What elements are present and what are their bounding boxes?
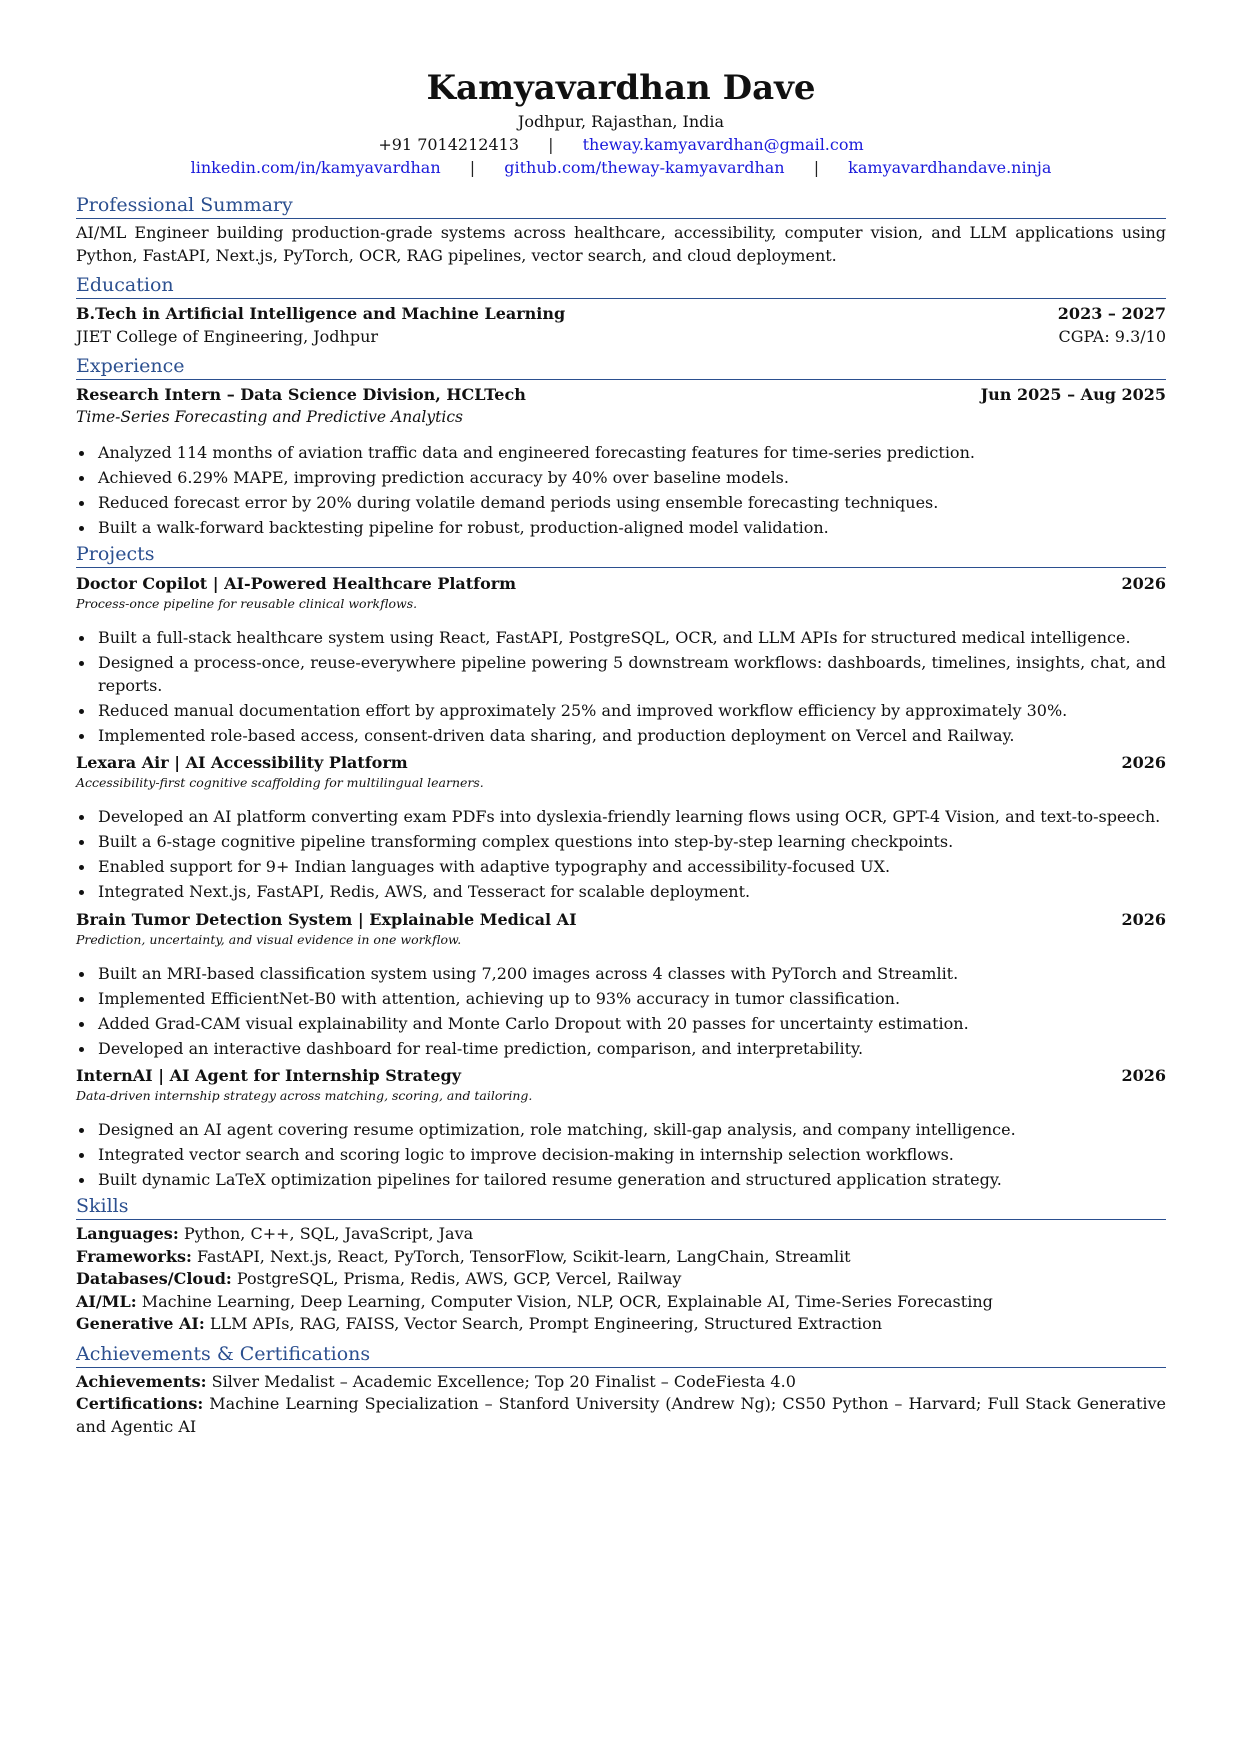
degree-name: B.Tech in Artificial Intelligence and Machine Learning — [76, 304, 566, 323]
bullet-dot-icon — [79, 734, 84, 739]
experience-section — [76, 354, 1166, 540]
bullet-dot-icon — [79, 890, 84, 895]
certifications-value: Machine Learning Specialization – Stanford University (Andrew Ng); CS50 Python – Harvard; Full Stack Generative and Agentic AI — [76, 1394, 1167, 1436]
section-title-summary: Professional Summary — [76, 193, 1166, 219]
project-item — [76, 908, 1166, 1061]
bullet-text: Built an MRI-based classification system using 7,200 images across 4 classes with PyTorch and Streamlit. — [98, 963, 959, 983]
skills-key: Frameworks: — [76, 1246, 192, 1266]
project-year: 2026 — [1121, 1066, 1166, 1085]
bullet-text: Implemented EfficientNet-B0 with attention, achieving up to 93% accuracy in tumor classification. — [98, 988, 901, 1008]
education-dates: 2023 – 2027 — [1057, 304, 1166, 323]
github-link[interactable]: github.com/theway-kamyavardhan — [504, 158, 785, 177]
linkedin-link[interactable]: linkedin.com/in/kamyavardhan — [190, 158, 441, 177]
project-item — [76, 1064, 1166, 1192]
education-degree-row — [76, 302, 1166, 325]
role-dates: Jun 2025 – Aug 2025 — [980, 385, 1166, 404]
links-line — [76, 156, 1166, 179]
bullet-item — [76, 881, 1166, 904]
project-year: 2026 — [1121, 909, 1166, 929]
bullet-dot-icon — [79, 1178, 84, 1183]
bullet-dot-icon — [79, 972, 84, 977]
cgpa: CGPA: 9.3/10 — [1058, 327, 1166, 346]
bullet-item — [76, 806, 1166, 829]
bullet-item — [76, 1038, 1166, 1061]
bullet-dot-icon — [79, 1153, 84, 1158]
achievements-section — [76, 1342, 1166, 1439]
bullet-item — [76, 1144, 1166, 1167]
separator: | — [469, 158, 476, 177]
bullet-item — [76, 492, 1166, 515]
bullet-dot-icon — [79, 636, 84, 641]
bullet-dot-icon — [79, 526, 84, 531]
bullet-item — [76, 700, 1166, 723]
experience-role-row — [76, 383, 1166, 406]
bullet-item — [76, 467, 1166, 490]
certifications-key: Certifications: — [76, 1394, 204, 1413]
skills-value: Python, C++, SQL, JavaScript, Java — [183, 1224, 474, 1243]
role-subtitle: Time-Series Forecasting and Predictive Analytics — [76, 408, 463, 426]
bullet-item — [76, 627, 1166, 650]
skills-section — [76, 1194, 1166, 1336]
location: Jodhpur, Rajasthan, India — [517, 112, 725, 131]
bullet-item — [76, 652, 1166, 697]
skills-row — [76, 1246, 1166, 1269]
achievements-key: Achievements: — [76, 1371, 207, 1391]
bullet-item — [76, 988, 1166, 1011]
project-header-row — [76, 908, 1166, 931]
education-school-row — [76, 325, 1166, 348]
bullet-text: Designed an AI agent covering resume optimization, role matching, skill-gap analysis, and company intelligence. — [98, 1120, 1016, 1139]
section-title-skills: Skills — [76, 1194, 1166, 1220]
skills-value: FastAPI, Next.js, React, PyTorch, TensorFlow, Scikit-learn, LangChain, Streamlit — [196, 1246, 851, 1266]
project-item — [76, 751, 1166, 904]
bullet-item — [76, 1119, 1166, 1142]
skills-key: AI/ML: — [76, 1291, 137, 1311]
skills-key: Languages: — [76, 1224, 179, 1243]
email-link[interactable]: theway.kamyavardhan@gmail.com — [582, 135, 864, 154]
project-bullets — [76, 627, 1166, 747]
skills-row — [76, 1313, 1166, 1336]
bullet-text: Developed an AI platform converting exam PDFs into dyslexia-friendly learning flows using OCR, GPT-4 Vision, and text-to-speech. — [98, 807, 1161, 826]
bullet-item — [76, 831, 1166, 854]
separator: | — [813, 158, 820, 177]
bullet-dot-icon — [79, 661, 84, 666]
bullet-dot-icon — [79, 1047, 84, 1052]
bullet-item — [76, 517, 1166, 540]
project-bullets — [76, 1119, 1166, 1192]
role-title: Research Intern – Data Science Division, HCLTech — [76, 385, 526, 404]
bullet-dot-icon — [79, 501, 84, 506]
bullet-text: Designed a process-once, reuse-everywhere pipeline powering 5 downstream workflows: dashboards, timelines, insights, chat, and reports. — [98, 653, 1166, 695]
project-name: Lexara Air | AI Accessibility Platform — [76, 753, 408, 772]
bullet-item — [76, 725, 1166, 748]
achievements-row — [76, 1371, 1166, 1394]
bullet-text: Integrated Next.js, FastAPI, Redis, AWS, and Tesseract for scalable deployment. — [98, 882, 751, 901]
skills-key: Generative AI: — [76, 1314, 205, 1333]
skills-row — [76, 1223, 1166, 1246]
bullet-item — [76, 1169, 1166, 1192]
achievements-value: Silver Medalist – Academic Excellence; Top 20 Finalist – CodeFiesta 4.0 — [211, 1371, 796, 1391]
section-title-experience: Experience — [76, 354, 1166, 380]
bullet-item — [76, 442, 1166, 465]
project-year: 2026 — [1121, 753, 1166, 772]
bullet-text: Built a 6-stage cognitive pipeline transforming complex questions into step-by-step learning checkpoints. — [98, 832, 954, 851]
website-link[interactable]: kamyavardhandave.ninja — [848, 158, 1052, 177]
separator: | — [548, 135, 554, 154]
project-header-row — [76, 572, 1166, 595]
certifications-row — [76, 1393, 1166, 1438]
bullet-text: Analyzed 114 months of aviation traffic data and engineered forecasting features for time-series prediction. — [98, 443, 975, 462]
skills-row — [76, 1268, 1166, 1291]
bullet-dot-icon — [79, 451, 84, 456]
phone-number: +91 7014212413 — [378, 135, 519, 154]
project-item — [76, 572, 1166, 747]
bullet-text: Implemented role-based access, consent-driven data sharing, and production deployment on Vercel and Railway. — [98, 725, 1015, 745]
bullet-dot-icon — [79, 1022, 84, 1027]
bullet-text: Integrated vector search and scoring logic to improve decision-making in internship selection workflows. — [98, 1145, 954, 1164]
bullet-text: Built dynamic LaTeX optimization pipelines for tailored resume generation and structured application strategy. — [98, 1170, 1002, 1189]
education-section — [76, 273, 1166, 348]
resume-page — [76, 66, 1166, 1438]
bullet-item — [76, 963, 1166, 986]
candidate-name: Kamyavardhan Dave — [426, 68, 816, 108]
project-header-row — [76, 1064, 1166, 1087]
bullet-dot-icon — [79, 865, 84, 870]
bullet-text: Built a walk-forward backtesting pipeline for robust, production-aligned model validation. — [98, 518, 829, 537]
project-name: Doctor Copilot | AI-Powered Healthcare Platform — [76, 574, 517, 593]
bullet-text: Reduced manual documentation effort by approximately 25% and improved workflow efficiency by approximately 30%. — [98, 700, 1068, 720]
experience-bullets — [76, 442, 1166, 540]
project-bullets — [76, 806, 1166, 904]
bullet-text: Enabled support for 9+ Indian languages with adaptive typography and accessibility-focused UX. — [98, 857, 891, 876]
bullet-dot-icon — [79, 840, 84, 845]
project-tagline: Prediction, uncertainty, and visual evidence in one workflow. — [76, 931, 462, 947]
resume-header — [76, 66, 1166, 179]
project-header-row — [76, 751, 1166, 774]
summary-text: AI/ML Engineer building production-grade systems across healthcare, accessibility, computer vision, and LLM applications using Python, FastAPI, Next.js, PyTorch, OCR, RAG pipelines, vector search, and cloud deployment. — [76, 223, 1166, 265]
skills-key: Databases/Cloud: — [76, 1269, 232, 1288]
section-title-achievements: Achievements & Certifications — [76, 1342, 1166, 1368]
project-tagline: Process-once pipeline for reusable clinical workflows. — [76, 596, 418, 611]
summary-section — [76, 193, 1166, 267]
bullet-item — [76, 856, 1166, 879]
skills-row — [76, 1291, 1166, 1314]
bullet-dot-icon — [79, 1128, 84, 1133]
project-name: InternAI | AI Agent for Internship Strategy — [76, 1066, 462, 1085]
bullet-dot-icon — [79, 709, 84, 714]
bullet-dot-icon — [79, 476, 84, 481]
project-bullets — [76, 963, 1166, 1061]
skills-value: PostgreSQL, Prisma, Redis, AWS, GCP, Vercel, Railway — [236, 1269, 682, 1288]
section-title-projects: Projects — [76, 542, 1166, 568]
project-name: Brain Tumor Detection System | Explainable Medical AI — [76, 909, 577, 929]
bullet-text: Achieved 6.29% MAPE, improving prediction accuracy by 40% over baseline models. — [98, 468, 789, 487]
project-year: 2026 — [1121, 574, 1166, 593]
project-tagline: Accessibility-first cognitive scaffolding for multilingual learners. — [76, 775, 484, 790]
bullet-dot-icon — [79, 815, 84, 820]
bullet-text: Reduced forecast error by 20% during volatile demand periods using ensemble forecasting techniques. — [98, 493, 939, 512]
school-name: JIET College of Engineering, Jodhpur — [76, 327, 379, 346]
projects-section — [76, 542, 1166, 1192]
section-title-education: Education — [76, 273, 1166, 299]
bullet-dot-icon — [79, 997, 84, 1002]
bullet-item — [76, 1013, 1166, 1036]
skills-value: LLM APIs, RAG, FAISS, Vector Search, Prompt Engineering, Structured Extraction — [209, 1314, 883, 1333]
project-tagline: Data-driven internship strategy across matching, scoring, and tailoring. — [76, 1088, 533, 1103]
bullet-text: Developed an interactive dashboard for real-time prediction, comparison, and interpretability. — [98, 1038, 864, 1058]
contact-line — [76, 133, 1166, 156]
bullet-text: Added Grad-CAM visual explainability and Monte Carlo Dropout with 20 passes for uncertainty estimation. — [98, 1013, 969, 1033]
bullet-text: Built a full-stack healthcare system using React, FastAPI, PostgreSQL, OCR, and LLM APIs for structured medical intelligence. — [98, 628, 1131, 647]
skills-value: Machine Learning, Deep Learning, Computer Vision, NLP, OCR, Explainable AI, Time-Series Forecasting — [141, 1291, 993, 1311]
